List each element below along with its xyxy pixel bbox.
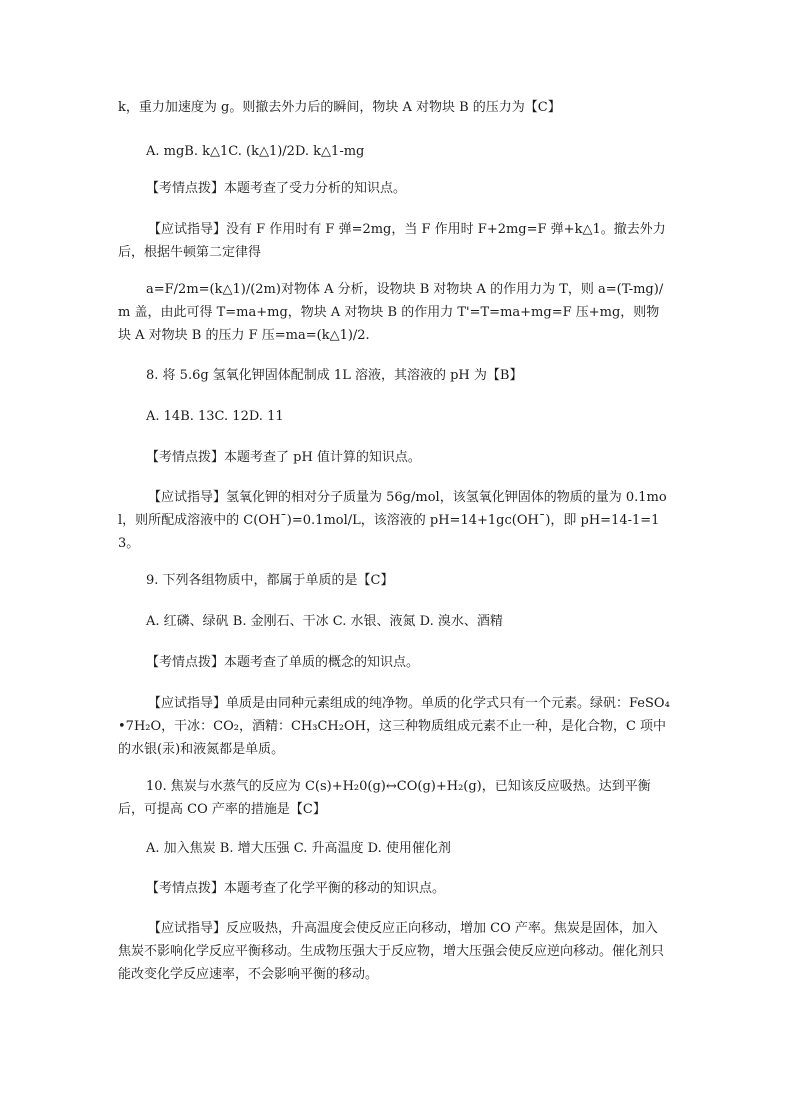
question-7-guide: 【应试指导】没有 F 作用时有 F 弹=2mg，当 F 作用时 F+2mg=F 弹+k△1。撤去外力后，根据牛顿第二定律得 bbox=[118, 222, 666, 260]
question-7-derivation: a=F/2m=(k△1)/(2m)对物体 A 分析，设物块 B 对物块 A 的作用力为 T，则 a=(T-mg)/m 盖，由此可得 T=ma+mg，物块 A 对物块 B 的作用力 T'=T=ma+mg=F 压+mg，则物块 A 对物块 B 的压力 F 压=ma=(k△1)/2. bbox=[118, 282, 664, 343]
question-8-hint: 【考情点拨】本题考查了 pH 值计算的知识点。 bbox=[146, 450, 421, 465]
question-9-options: A. 红磷、绿矾 B. 金刚石、干冰 C. 水银、液氮 D. 溴水、酒精 bbox=[146, 614, 503, 629]
question-9-stem: 9. 下列各组物质中，都属于单质的是【C】 bbox=[146, 573, 394, 588]
question-10-hint: 【考情点拨】本题考查了化学平衡的移动的知识点。 bbox=[146, 881, 446, 896]
question-8-stem: 8. 将 5.6g 氢氧化钾固体配制成 1L 溶液，其溶液的 pH 为【B】 bbox=[146, 368, 523, 383]
question-8-guide: 【应试指导】氢氧化钾的相对分子质量为 56g/mol，该氢氧化钾固体的物质的量为 0.1mol，则所配成溶液中的 C(OH¯)=0.1mol/L，该溶液的 pH=14+1gc(OH¯)，即 pH=14-1=13。 bbox=[118, 490, 667, 551]
question-8-options: A. 14B. 13C. 12D. 11 bbox=[146, 409, 284, 424]
question-7-hint: 【考情点拨】本题考查了受力分析的知识点。 bbox=[146, 181, 407, 196]
question-9-guide: 【应试指导】单质是由同种元素组成的纯净物。单质的化学式只有一个元素。绿矾：FeSO₄•7H₂O，干冰：CO₂，酒精：CH₃CH₂OH，这三种物质组成元素不止一种，是化合物，C 项中的水银(汞)和液氮都是单质。 bbox=[118, 696, 670, 757]
question-9-hint: 【考情点拨】本题考查了单质的概念的知识点。 bbox=[146, 655, 420, 670]
question-7-options: A. mgB. k△1C. (k△1)/2D. k△1-mg bbox=[146, 144, 365, 159]
question-7-continuation: k，重力加速度为 g。则撤去外力后的瞬间，物块 A 对物块 B 的压力为【C】 bbox=[118, 100, 561, 115]
question-10-stem: 10. 焦炭与水蒸气的反应为 C(s)+H₂0(g)↔CO(g)+H₂(g)，已知该反应吸热。达到平衡后，可提高 CO 产率的措施是【C】 bbox=[118, 779, 651, 817]
question-10-options: A. 加入焦炭 B. 增大压强 C. 升高温度 D. 使用催化剂 bbox=[146, 841, 451, 856]
question-10-guide: 【应试指导】反应吸热，升高温度会使反应正向移动，增加 CO 产率。焦炭是固体，加入焦炭不影响化学反应平衡移动。生成物压强大于反应物，增大压强会使反应逆向移动。催化剂只能改变化学反应速率，不会影响平衡的移动。 bbox=[118, 921, 665, 982]
